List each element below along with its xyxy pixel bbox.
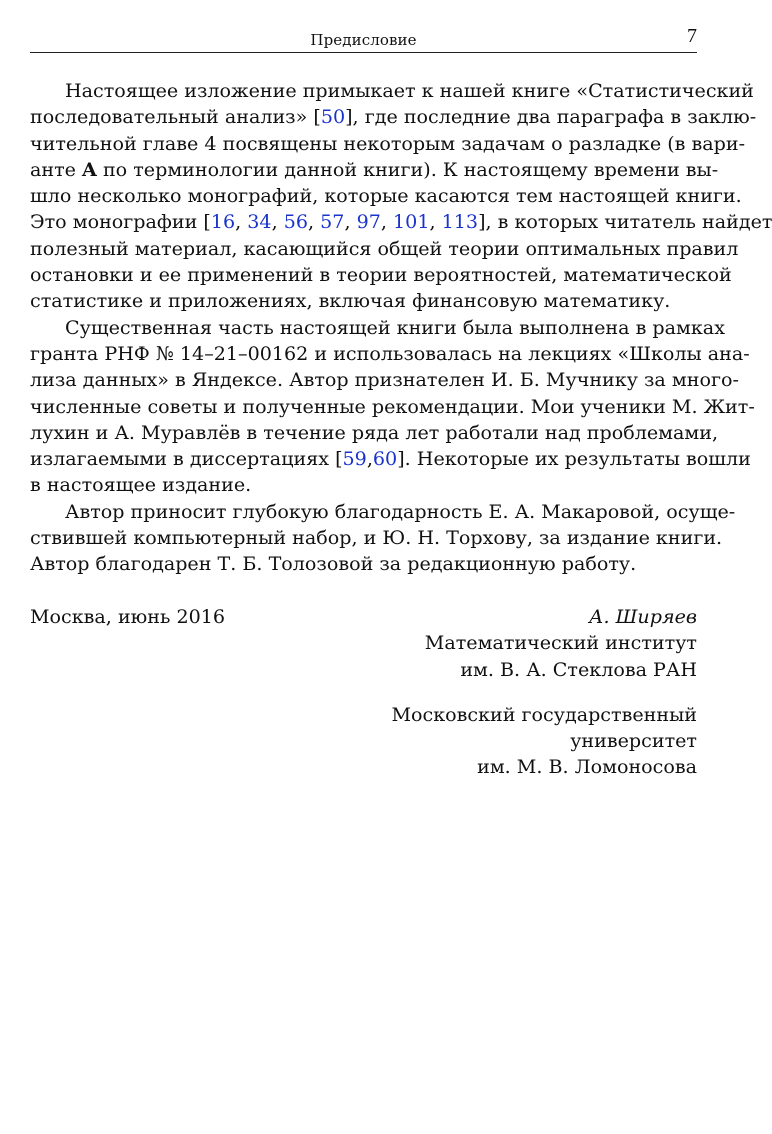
text-line: Автор благодарен Т. Б. Толозовой за редакционную работу. — [30, 552, 637, 576]
citation-link[interactable]: 101 — [393, 210, 430, 234]
citation-link[interactable]: 56 — [283, 210, 309, 234]
text-line: Автор приносит глубокую благодарность Е. А. Макаровой, осуще- — [65, 499, 736, 523]
text-run: ]. Некоторые их результаты вошли — [397, 447, 751, 471]
variant-label: A — [82, 157, 97, 181]
citation-link[interactable]: 60 — [372, 447, 398, 471]
text-line: Существенная часть настоящей книги была выполнена в рамках — [65, 315, 725, 339]
text-run: последовательный анализ» [ — [30, 105, 321, 129]
paragraph-3 — [30, 499, 736, 578]
text-line: в настоящее издание. — [30, 473, 252, 497]
text-line: ствившей компьютерный набор, и Ю. Н. Торхову, за издание книги. — [30, 526, 723, 550]
text-run: ], в которых читатель найдет — [478, 210, 772, 234]
text-line: гранта РНФ № 14–21–00162 и использовалась на лекциях «Школы ана- — [30, 341, 750, 365]
text-line: лухин и А. Муравлёв в течение ряда лет работали над проблемами, — [30, 420, 719, 444]
affiliation-line: университет — [570, 729, 697, 753]
author-name: А. Ширяев — [589, 605, 697, 628]
paragraph-2 — [30, 315, 755, 499]
affiliation-line: Московский государственный — [391, 702, 697, 726]
text-line: статистике и приложениях, включая финансовую математику. — [30, 289, 671, 313]
affiliation-line: им. В. А. Стеклова РАН — [460, 657, 697, 681]
citation-link[interactable]: 16 — [210, 210, 236, 234]
text-run: Это монографии [ — [30, 210, 211, 234]
text-line: численные советы и полученные рекомендации. Мои ученики М. Жит- — [30, 394, 755, 418]
affiliation-line: им. М. В. Ломоносова — [477, 755, 697, 779]
citation-link[interactable]: 113 — [441, 210, 479, 234]
running-title: Предисловие — [310, 31, 417, 49]
text-line: излагаемыми в диссертациях [59,60]. Некоторые их результаты вошли — [30, 447, 751, 471]
running-header — [30, 22, 697, 53]
affiliation-spacer — [391, 683, 697, 702]
citation-link[interactable]: 34 — [247, 210, 272, 234]
text-line: чительной главе 4 посвящены некоторым задачам о разладке (в вари- — [30, 131, 746, 155]
text-run: ], где последние два параграфа в заклю- — [345, 105, 757, 129]
citation-link[interactable]: 50 — [320, 105, 346, 129]
text-line: остановки и ее применений в теории вероятностей, математической — [30, 263, 732, 287]
text-line — [30, 157, 719, 183]
text-line: шло несколько монографий, которые касаются тем настоящей книги. — [30, 184, 742, 208]
text-run: анте — [30, 157, 83, 181]
page-number: 7 — [687, 25, 697, 47]
text-line: Настоящее изложение примыкает к нашей книге «Статистический — [65, 79, 754, 102]
affiliation-line: Математический институт — [424, 631, 697, 655]
text-line: полезный материал, касающийся общей теории оптимальных правил — [30, 236, 739, 260]
citation-link[interactable]: 57 — [320, 210, 345, 234]
text-line — [30, 104, 757, 130]
text-line: Это монографии [16, 34, 56, 57, 97, 101, 113], в которых читатель найдет — [30, 210, 772, 234]
text-run: по терминологии данной книги). К настоящему времени вы- — [96, 157, 719, 181]
citation-link[interactable]: 97 — [356, 210, 381, 234]
preface-body — [30, 78, 772, 578]
text-run: излагаемыми в диссертациях [ — [30, 447, 343, 471]
text-line: лиза данных» в Яндексе. Автор признателен И. Б. Мучнику за много- — [30, 368, 739, 392]
citation-link[interactable]: 59 — [342, 447, 367, 471]
paragraph-1 — [30, 78, 772, 315]
author-affiliations — [391, 604, 697, 781]
place-date: Москва, июнь 2016 — [30, 605, 226, 628]
